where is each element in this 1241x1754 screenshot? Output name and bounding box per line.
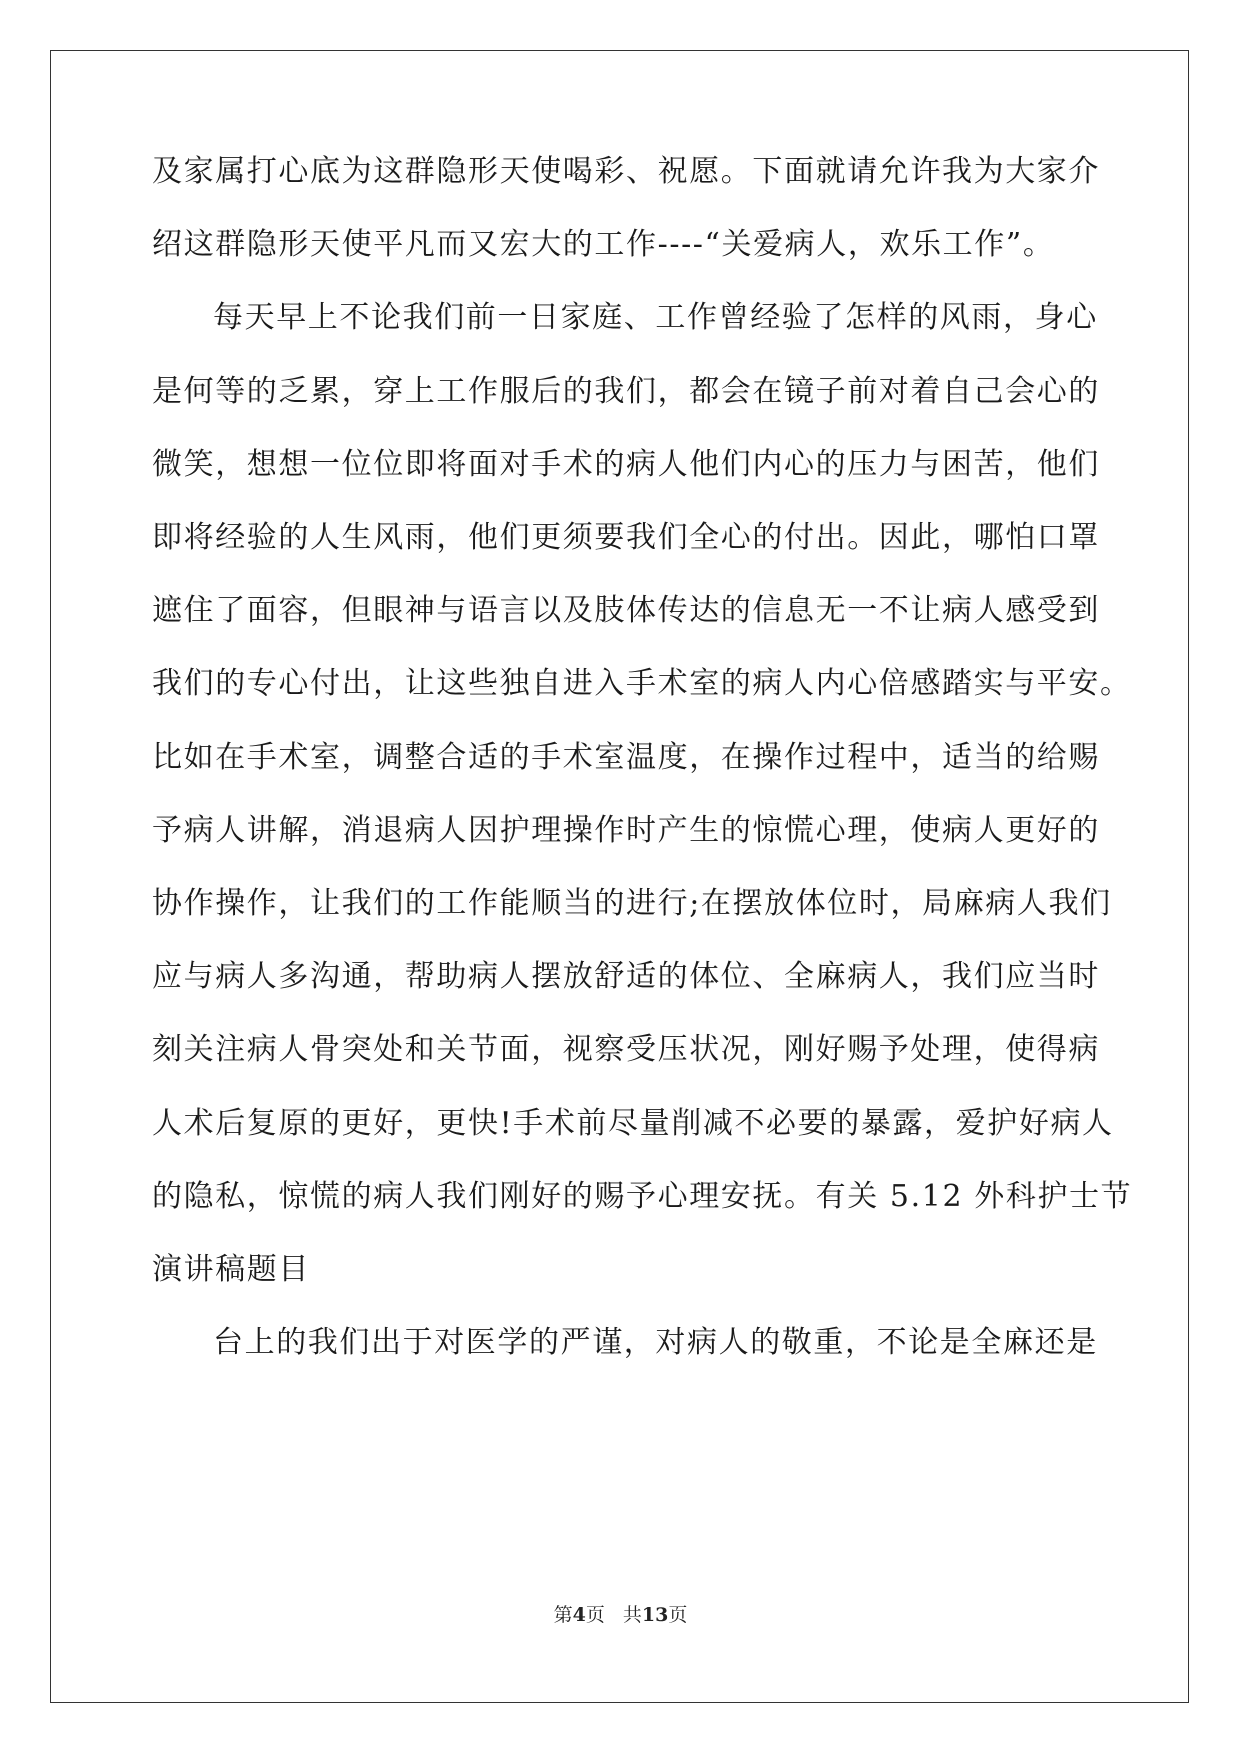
text-line: 我们的专心付出，让这些独自进入手术室的病人内心倍感踏实与平安。 bbox=[152, 666, 1132, 701]
text-line: 每天早上不论我们前一日家庭、工作曾经验了怎样的风雨，身心 bbox=[213, 300, 1098, 335]
footer-page-number: 4 bbox=[572, 1604, 586, 1626]
text-line: 台上的我们出于对医学的严谨，对病人的敬重，不论是全麻还是 bbox=[213, 1325, 1098, 1360]
text-line: 绍这群隐形天使平凡而又宏大的工作----“关爱病人，欢乐工作”。 bbox=[152, 227, 1055, 262]
text-line: 比如在手术室，调整合适的手术室温度，在操作过程中，适当的给赐 bbox=[152, 740, 1100, 775]
footer-total-pages: 13 bbox=[641, 1604, 669, 1626]
footer-page-prefix: 第 bbox=[553, 1604, 573, 1626]
text-line: 刻关注病人骨突处和关节面，视察受压状况，刚好赐予处理，使得病 bbox=[152, 1032, 1100, 1067]
text-line: 予病人讲解，消退病人因护理操作时产生的惊慌心理，使病人更好的 bbox=[152, 813, 1100, 848]
page-footer bbox=[0, 1600, 1241, 1627]
text-line: 即将经验的人生风雨，他们更须要我们全心的付出。因此，哪怕口罩 bbox=[152, 520, 1100, 555]
text-line: 人术后复原的更好，更快!手术前尽量削减不必要的暴露，爱护好病人 bbox=[152, 1106, 1114, 1141]
text-line: 及家属打心底为这群隐形天使喝彩、祝愿。下面就请允许我为大家介 bbox=[152, 154, 1100, 189]
text-line: 演讲稿题目 bbox=[152, 1252, 310, 1287]
footer-total-suffix: 页 bbox=[668, 1604, 688, 1626]
text-line: 是何等的乏累，穿上工作服后的我们，都会在镜子前对着自己会心的 bbox=[152, 374, 1100, 409]
footer-total-prefix: 共 bbox=[622, 1604, 642, 1626]
text-line: 微笑，想想一位位即将面对手术的病人他们内心的压力与困苦，他们 bbox=[152, 447, 1100, 482]
text-line: 的隐私，惊慌的病人我们刚好的赐予心理安抚。有关 5.12 外科护士节 bbox=[152, 1179, 1133, 1214]
text-line: 遮住了面容，但眼神与语言以及肢体传达的信息无一不让病人感受到 bbox=[152, 593, 1100, 628]
footer-page-suffix: 页 bbox=[585, 1604, 605, 1626]
text-line: 应与病人多沟通，帮助病人摆放舒适的体位、全麻病人，我们应当时 bbox=[152, 959, 1100, 994]
text-line: 协作操作，让我们的工作能顺当的进行;在摆放体位时，局麻病人我们 bbox=[152, 886, 1112, 921]
